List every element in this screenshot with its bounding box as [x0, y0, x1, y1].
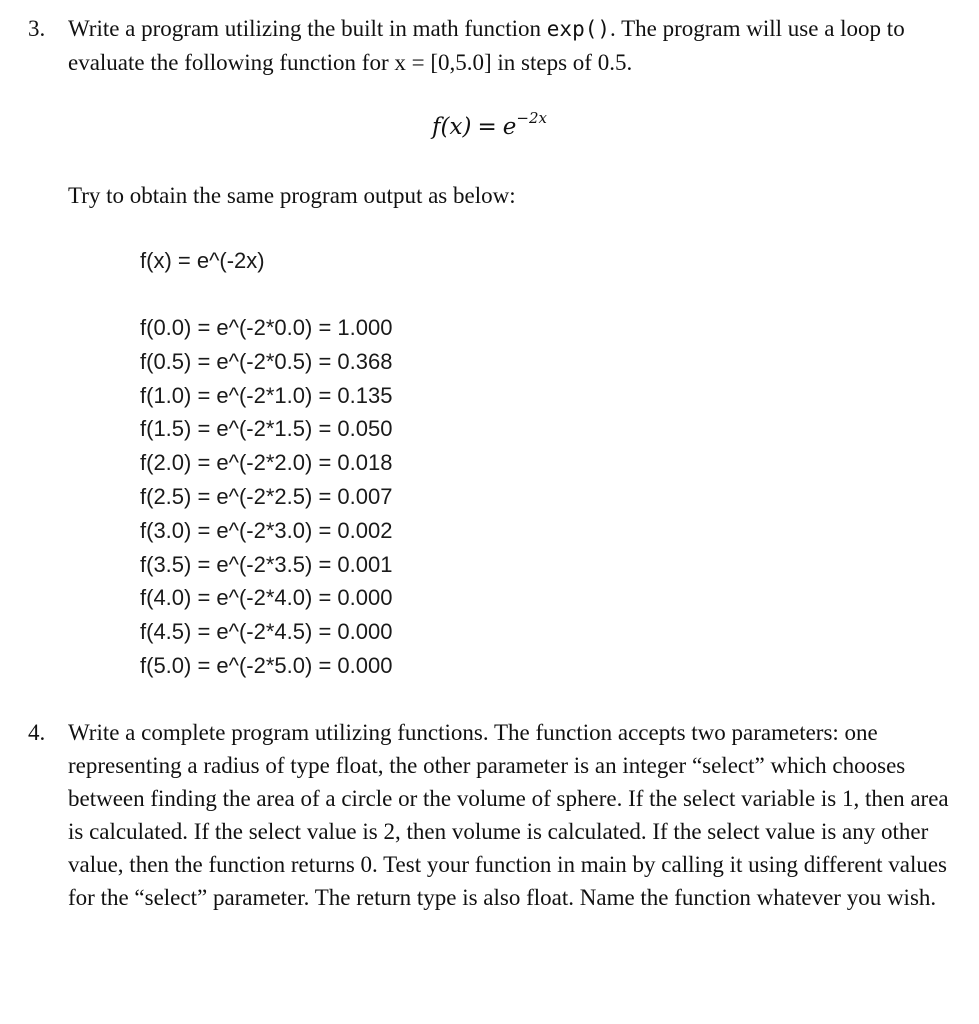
formula-lhs: f(x) — [432, 114, 472, 140]
output-line: f(4.5) = e^(-2*4.5) = 0.000 — [140, 619, 393, 645]
output-line: f(4.0) = e^(-2*4.0) = 0.000 — [140, 585, 393, 611]
formula — [0, 109, 979, 142]
output-lines — [140, 311, 392, 683]
output-line: f(1.0) = e^(-2*1.0) = 0.135 — [140, 382, 393, 408]
output-line: f(3.5) = e^(-2*3.5) = 0.001 — [140, 551, 393, 577]
output-line: f(0.5) = e^(-2*0.5) = 0.368 — [140, 348, 393, 374]
formula-exponent: −2x — [516, 109, 547, 127]
question-4-text: Write a complete program utilizing functions. The function accepts two parameters: one representing a radius of type float, the other parameter is an integer “select” which chooses between finding the area of a circle or the volume of sphere. If the select variable is 1, then area is calculated. If the select value is 2, then volume is calculated. If the select value is any other value, then the function returns 0. Test your function in main by calling it using different values for the “select” parameter. The return type is also float. Name the function whatever you wish. — [68, 720, 949, 910]
question-3-code: exp() — [546, 17, 610, 41]
formula-equals: = — [477, 114, 497, 140]
output-line: f(1.5) = e^(-2*1.5) = 0.050 — [140, 416, 393, 442]
output-line: f(2.0) = e^(-2*2.0) = 0.018 — [140, 450, 393, 476]
formula-base: e — [502, 114, 517, 140]
question-4-number: 4. — [28, 720, 46, 745]
output-line: f(3.0) = e^(-2*3.0) = 0.002 — [140, 517, 393, 543]
question-3-text-after: . The program will use a loop to evaluate the following function for x = [0,5.0] in steps of 0.5. — [68, 16, 905, 75]
question-4 — [28, 716, 958, 914]
question-3-text-before: Write a program utilizing the built in math function — [68, 16, 547, 41]
output-header: f(x) = e^(-2x) — [140, 248, 265, 273]
output-prompt: Try to obtain the same program output as below: — [68, 183, 516, 208]
output-line: f(0.0) = e^(-2*0.0) = 1.000 — [140, 315, 393, 340]
question-3-text — [68, 12, 958, 79]
output-line: f(2.5) = e^(-2*2.5) = 0.007 — [140, 483, 393, 509]
output-line: f(5.0) = e^(-2*5.0) = 0.000 — [140, 652, 393, 678]
question-3-number: 3. — [28, 16, 46, 41]
question-3 — [28, 12, 958, 79]
